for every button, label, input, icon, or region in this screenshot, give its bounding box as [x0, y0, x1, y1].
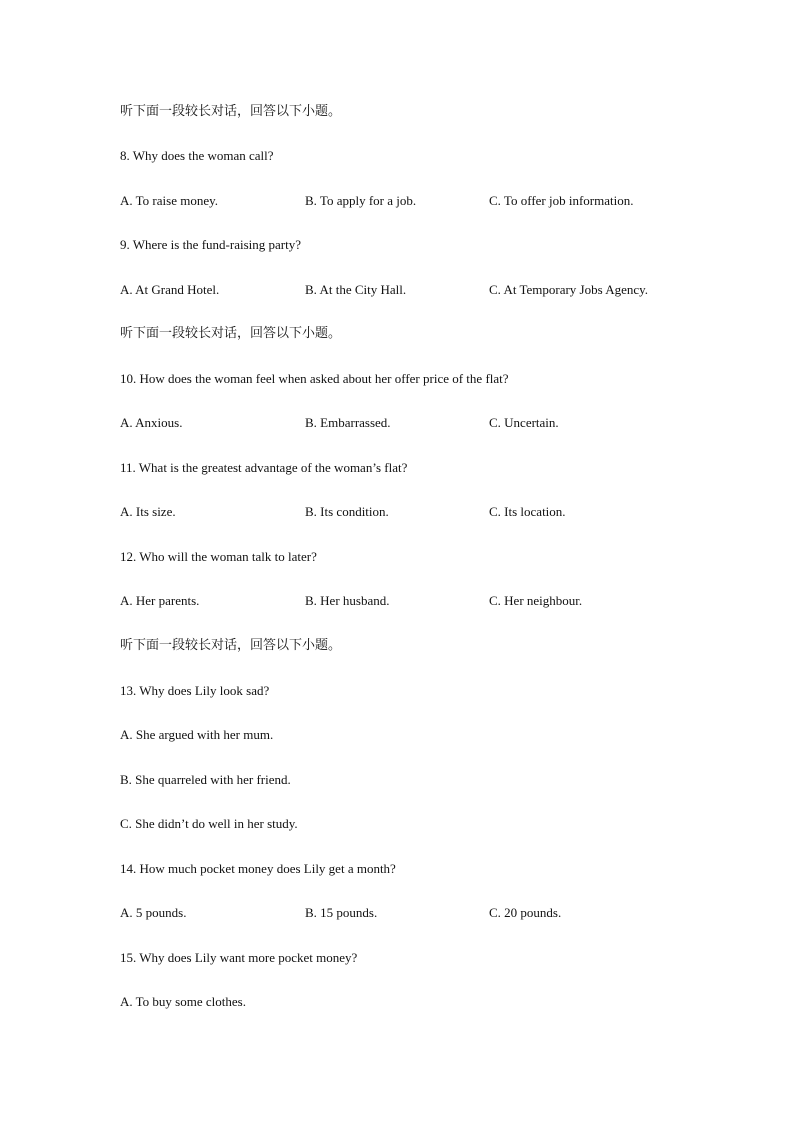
q14-option-b: B. 15 pounds. [305, 905, 378, 920]
question-13: 13. Why does Lily look sad? [120, 683, 270, 698]
q9-option-b: B. At the City Hall. [305, 282, 407, 297]
question-11: 11. What is the greatest advantage of the woman’s flat? [120, 460, 408, 475]
q13-option-a: A. She argued with her mum. [120, 727, 274, 742]
q13-option-b: B. She quarreled with her friend. [120, 772, 291, 787]
q9-option-c: C. At Temporary Jobs Agency. [489, 282, 649, 297]
question-14: 14. How much pocket money does Lily get a month? [120, 861, 396, 876]
q13-option-c: C. She didn’t do well in her study. [120, 816, 298, 831]
section-instruction: 听下面一段较长对话，回答以下小题。 [120, 638, 342, 653]
q11-option-c: C. Its location. [489, 504, 566, 519]
q15-option-a: A. To buy some clothes. [120, 994, 246, 1009]
section-instruction: 听下面一段较长对话，回答以下小题。 [120, 104, 342, 119]
q10-option-a: A. Anxious. [120, 415, 183, 430]
q14-option-c: C. 20 pounds. [489, 905, 562, 920]
question-12: 12. Who will the woman talk to later? [120, 549, 317, 564]
question-10: 10. How does the woman feel when asked about her offer price of the flat? [120, 371, 509, 386]
q8-option-c: C. To offer job information. [489, 193, 634, 208]
q11-option-b: B. Its condition. [305, 504, 389, 519]
q12-option-b: B. Her husband. [305, 593, 390, 608]
q10-option-b: B. Embarrassed. [305, 415, 391, 430]
q9-option-a: A. At Grand Hotel. [120, 282, 220, 297]
q8-option-a: A. To raise money. [120, 193, 219, 208]
question-9: 9. Where is the fund-raising party? [120, 237, 301, 252]
q12-option-c: C. Her neighbour. [489, 593, 583, 608]
q12-option-a: A. Her parents. [120, 593, 200, 608]
question-8: 8. Why does the woman call? [120, 148, 274, 163]
q8-option-b: B. To apply for a job. [305, 193, 417, 208]
q14-option-a: A. 5 pounds. [120, 905, 187, 920]
q10-option-c: C. Uncertain. [489, 415, 559, 430]
section-instruction: 听下面一段较长对话，回答以下小题。 [120, 326, 342, 341]
question-15: 15. Why does Lily want more pocket money? [120, 950, 358, 965]
q11-option-a: A. Its size. [120, 504, 176, 519]
